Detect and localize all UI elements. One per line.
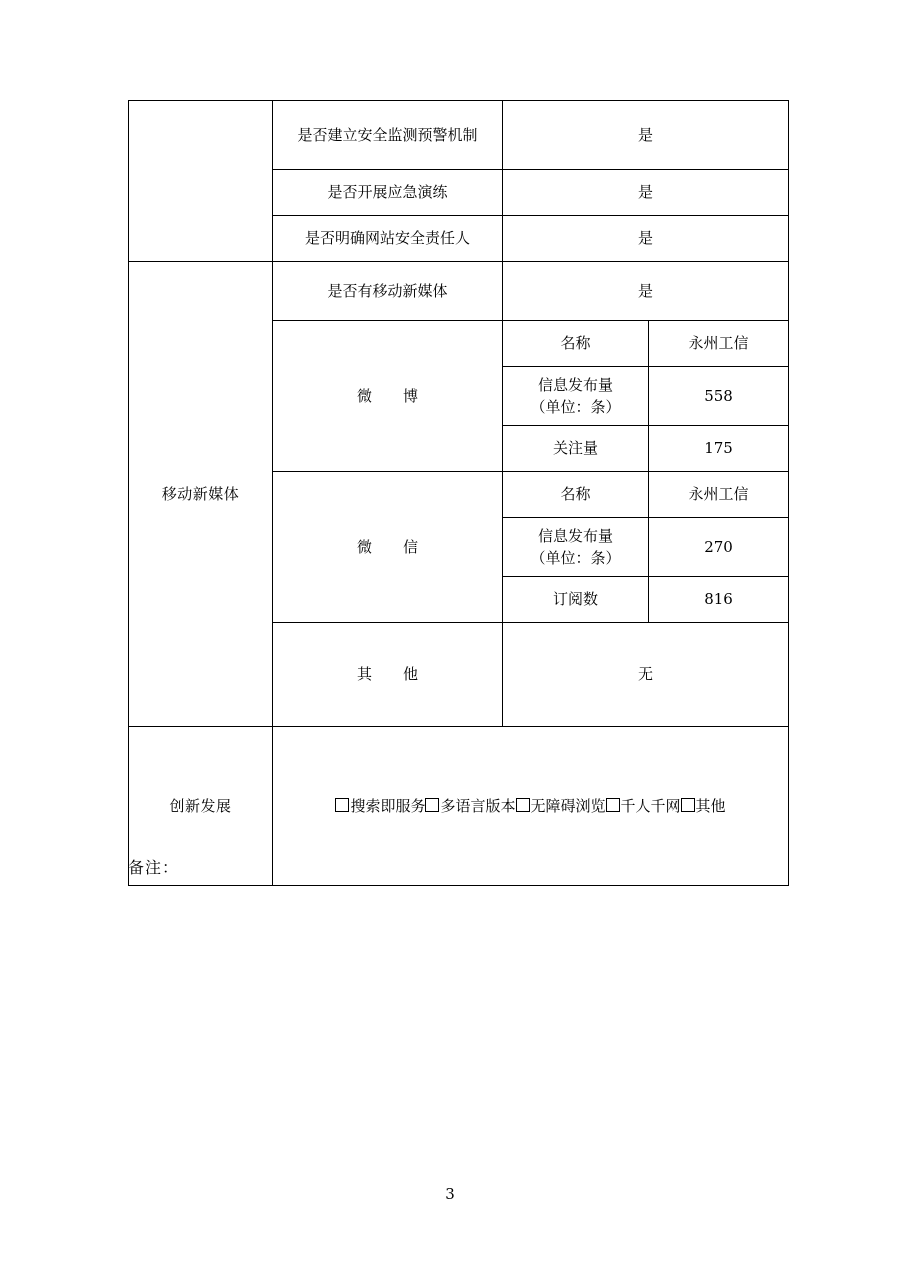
weixin-field-name-0: 名称 [503,472,649,518]
innovation-option-3-label: 千人千网 [620,796,681,815]
innovation-option-0-label: 搜索即服务 [350,796,426,815]
weibo-label: 微 博 [273,321,503,472]
weixin-field-name-1-line2: （单位：条） [530,549,621,567]
new-media-section-label: 移动新媒体 [129,262,273,727]
innovation-option-2[interactable] [516,797,606,815]
weixin-field-name-1-line1: 信息发布量 [537,526,613,545]
innovation-option-3[interactable] [606,797,681,815]
checkbox-icon[interactable] [516,798,530,812]
other-media-value: 无 [503,623,789,727]
other-media-label: 其 他 [273,623,503,727]
checkbox-icon[interactable] [606,798,620,812]
checkbox-icon[interactable] [681,798,695,812]
table-row [129,101,789,170]
weibo-field-value-2: 175 [649,426,789,472]
weibo-field-name-1 [503,367,649,426]
weixin-field-name-1 [503,518,649,577]
weibo-field-name-1-line1: 信息发布量 [537,375,613,394]
innovation-options-cell [273,727,789,886]
weibo-field-value-1: 558 [649,367,789,426]
weixin-field-name-2: 订阅数 [503,577,649,623]
innovation-option-1[interactable] [425,797,515,815]
table-row [129,727,789,886]
checkbox-icon[interactable] [425,798,439,812]
innovation-option-4-label: 其他 [695,796,726,815]
weibo-field-name-2: 关注量 [503,426,649,472]
weixin-field-value-2: 816 [649,577,789,623]
website-report-table [128,100,789,886]
remark-label: 备注： [128,858,180,877]
security-value-1: 是 [503,170,789,216]
has-new-media-label: 是否有移动新媒体 [273,262,503,321]
security-label-2: 是否明确网站安全责任人 [273,216,503,262]
innovation-label: 创新发展 [129,727,273,886]
innovation-options [279,795,782,818]
innovation-option-1-label: 多语言版本 [440,796,516,815]
weixin-field-value-0: 永州工信 [649,472,789,518]
security-value-2: 是 [503,216,789,262]
security-value-0: 是 [503,101,789,170]
page-number: 3 [445,1185,455,1203]
security-label-1: 是否开展应急演练 [273,170,503,216]
innovation-option-4[interactable] [681,797,726,815]
weixin-label: 微 信 [273,472,503,623]
weibo-field-name-1-line2: （单位：条） [530,398,621,416]
weibo-field-value-0: 永州工信 [649,321,789,367]
weibo-field-name-0: 名称 [503,321,649,367]
has-new-media-value: 是 [503,262,789,321]
checkbox-icon[interactable] [335,798,349,812]
weixin-field-value-1: 270 [649,518,789,577]
innovation-option-0[interactable] [335,797,425,815]
security-label-0: 是否建立安全监测预警机制 [273,101,503,170]
table-row [129,262,789,321]
security-section-blank [129,101,273,262]
innovation-option-2-label: 无障碍浏览 [530,796,606,815]
